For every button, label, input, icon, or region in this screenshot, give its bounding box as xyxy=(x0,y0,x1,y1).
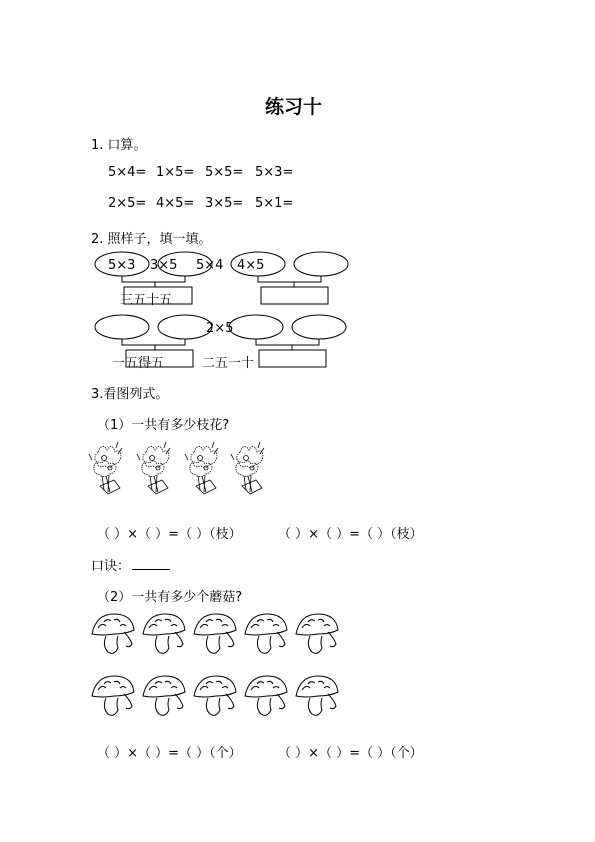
item-b-oval[interactable] xyxy=(158,315,212,339)
q3-part2-equation-b[interactable]: （ ）×（ ）=（ ）（个） xyxy=(278,746,423,761)
q1-label: 1. 口算。 xyxy=(91,138,147,153)
item-b-oval[interactable] xyxy=(292,315,346,339)
q1-problem: 5×1= xyxy=(255,196,294,211)
q3-part1-question: （1）一共有多少枝花? xyxy=(97,418,230,433)
q3-part1-equation-b[interactable]: （ ）×（ ）=（ ）（枝） xyxy=(278,527,423,542)
connector-line xyxy=(258,276,321,282)
item-a-answer-box[interactable] xyxy=(261,287,328,304)
q3-label: 3.看图列式。 xyxy=(91,387,169,402)
q1-problem: 1×5= xyxy=(156,165,195,180)
connector-line xyxy=(256,339,319,345)
rhyme-answer-line[interactable] xyxy=(132,569,170,570)
item-b-oval[interactable] xyxy=(229,315,283,339)
item-b-answer-box[interactable] xyxy=(259,350,326,367)
q1-problem: 5×3= xyxy=(255,165,294,180)
example-right-value: 3×5 xyxy=(150,258,178,273)
rhyme-label: 口诀： xyxy=(91,559,131,574)
q3-part1-equation-a[interactable]: （ ）×（ ）=（ ）（枝） xyxy=(97,527,242,542)
example-left-value: 5×3 xyxy=(108,258,136,273)
q3-part2-question: （2）一共有多少个蘑菇? xyxy=(97,590,243,605)
q1-problem: 5×4= xyxy=(108,165,147,180)
item-a-left-value: 5×4 xyxy=(196,258,224,273)
item-b-rhyme-right: 二五一十 xyxy=(202,356,255,371)
item-a-right-value: 4×5 xyxy=(237,258,265,273)
connector-line xyxy=(122,276,185,282)
q3-part2-equation-a[interactable]: （ ）×（ ）=（ ）（个） xyxy=(97,746,242,761)
q1-problem: 5×5= xyxy=(205,165,244,180)
item-b-rhyme-left: 一五得五 xyxy=(112,356,165,371)
mushrooms-picture xyxy=(88,608,348,720)
item-b-center-value: 2×5 xyxy=(206,321,234,336)
q1-problem: 2×5= xyxy=(108,196,147,211)
flower-bouquets-picture xyxy=(86,436,276,510)
q1-problem: 3×5= xyxy=(205,196,244,211)
page-title: 练习十 xyxy=(265,96,323,118)
connector-line xyxy=(122,339,185,345)
item-a-right-oval[interactable] xyxy=(294,252,348,276)
q2-label: 2. 照样子，填一填。 xyxy=(91,232,212,247)
item-b-oval[interactable] xyxy=(95,315,149,339)
q1-problem: 4×5= xyxy=(156,196,195,211)
example-rhyme-text: 三五十五 xyxy=(120,293,173,308)
